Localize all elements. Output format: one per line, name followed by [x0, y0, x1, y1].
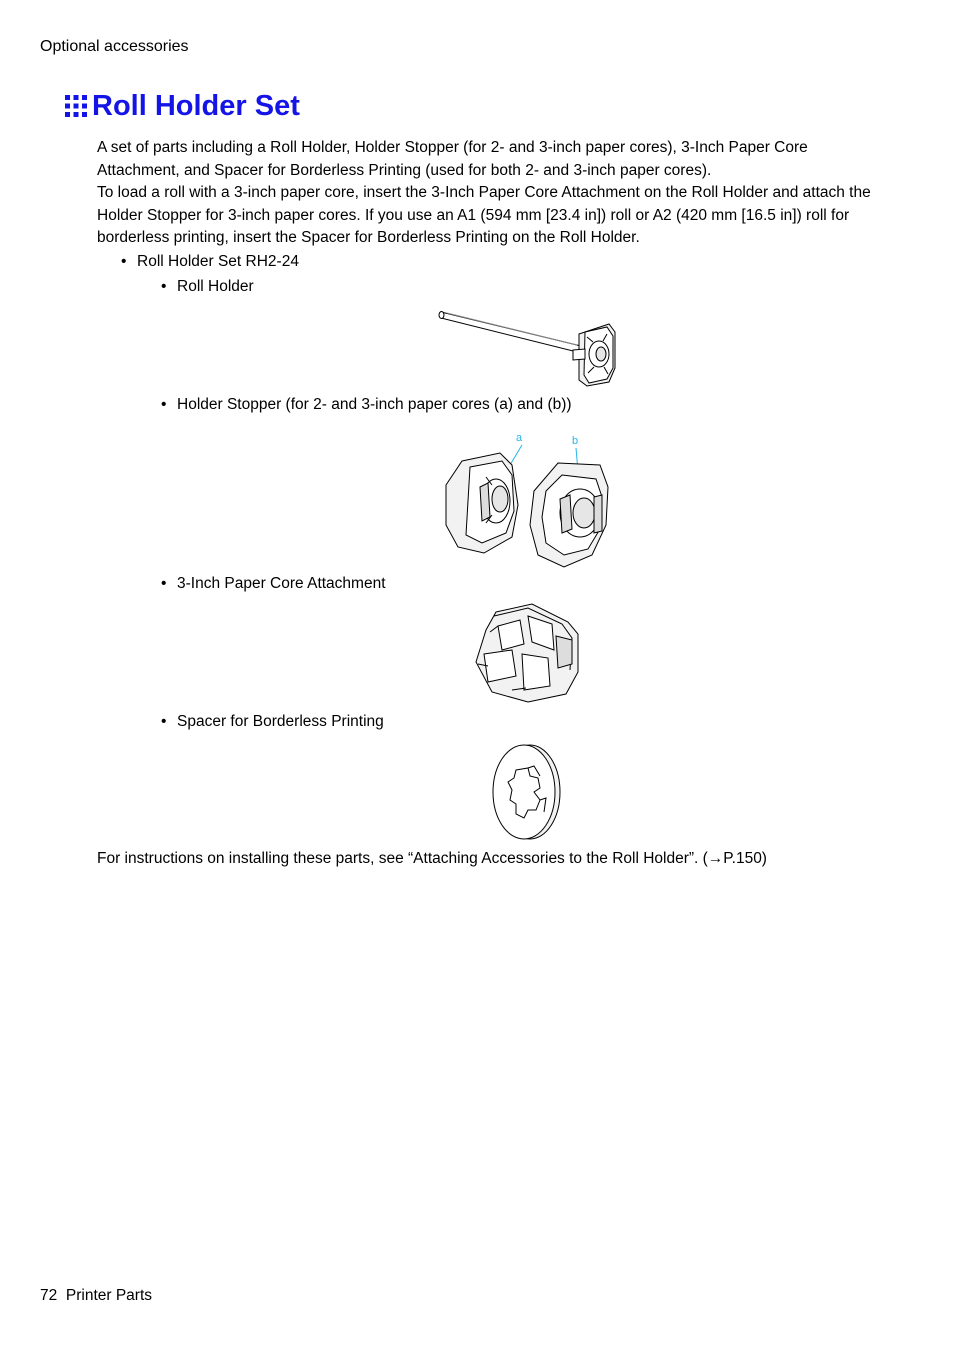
list-item-label: 3-Inch Paper Core Attachment	[177, 575, 386, 592]
list-item-spacer	[161, 712, 384, 732]
bullet-icon: •	[161, 575, 167, 592]
bullet-icon: •	[161, 713, 167, 730]
spacer-illustration	[488, 740, 564, 844]
list-item-roll-holder-set	[121, 252, 299, 272]
page-title: Roll Holder Set	[92, 90, 300, 122]
list-item-label: Roll Holder Set RH2-24	[137, 253, 299, 270]
callout-label-b: b	[572, 435, 579, 447]
list-item-roll-holder	[161, 277, 254, 297]
chapter-name: Printer Parts	[65, 1287, 153, 1304]
section-title	[64, 88, 300, 124]
list-item-holder-stopper	[161, 395, 572, 415]
core-attachment-illustration	[472, 602, 584, 704]
page-footer	[40, 1286, 152, 1306]
bullet-icon: •	[161, 396, 167, 413]
list-item-label: Spacer for Borderless Printing	[177, 713, 384, 730]
callout-label-a: a	[516, 432, 523, 444]
list-item-label: Roll Holder	[177, 278, 254, 295]
running-header: Optional accessories	[40, 38, 189, 55]
holder-stopper-illustration	[440, 425, 615, 570]
roll-holder-illustration	[437, 302, 619, 390]
bullet-icon: •	[121, 253, 127, 270]
intro-paragraph: A set of parts including a Roll Holder, Holder Stopper (for 2- and 3-inch paper cores), 3-Inch Paper Core Attachment, and Spacer for Borderless Printing (used for both 2- and 3-inch paper cores).	[97, 139, 808, 179]
grid-icon	[64, 94, 88, 118]
list-item-label: Holder Stopper (for 2- and 3-inch paper cores (a) and (b))	[177, 396, 572, 413]
installation-note: For instructions on installing these parts, see “Attaching Accessories to the Roll Holder”. (→P.150)	[97, 850, 767, 867]
list-item-core-attachment	[161, 574, 386, 594]
bullet-icon: •	[161, 278, 167, 295]
loading-paragraph: To load a roll with a 3-inch paper core, insert the 3-Inch Paper Core Attachment on the Roll Holder and attach the Holder Stopper for 3-inch paper cores. If you use an A1 (594 mm [23.4 in]) roll or A2 (420 mm [16.5 in]) roll for borderless printing, insert the Spacer for Borderless Printing on the Roll Holder.	[97, 184, 871, 247]
callout-line-a	[510, 445, 522, 465]
page-number: 72	[40, 1287, 58, 1304]
